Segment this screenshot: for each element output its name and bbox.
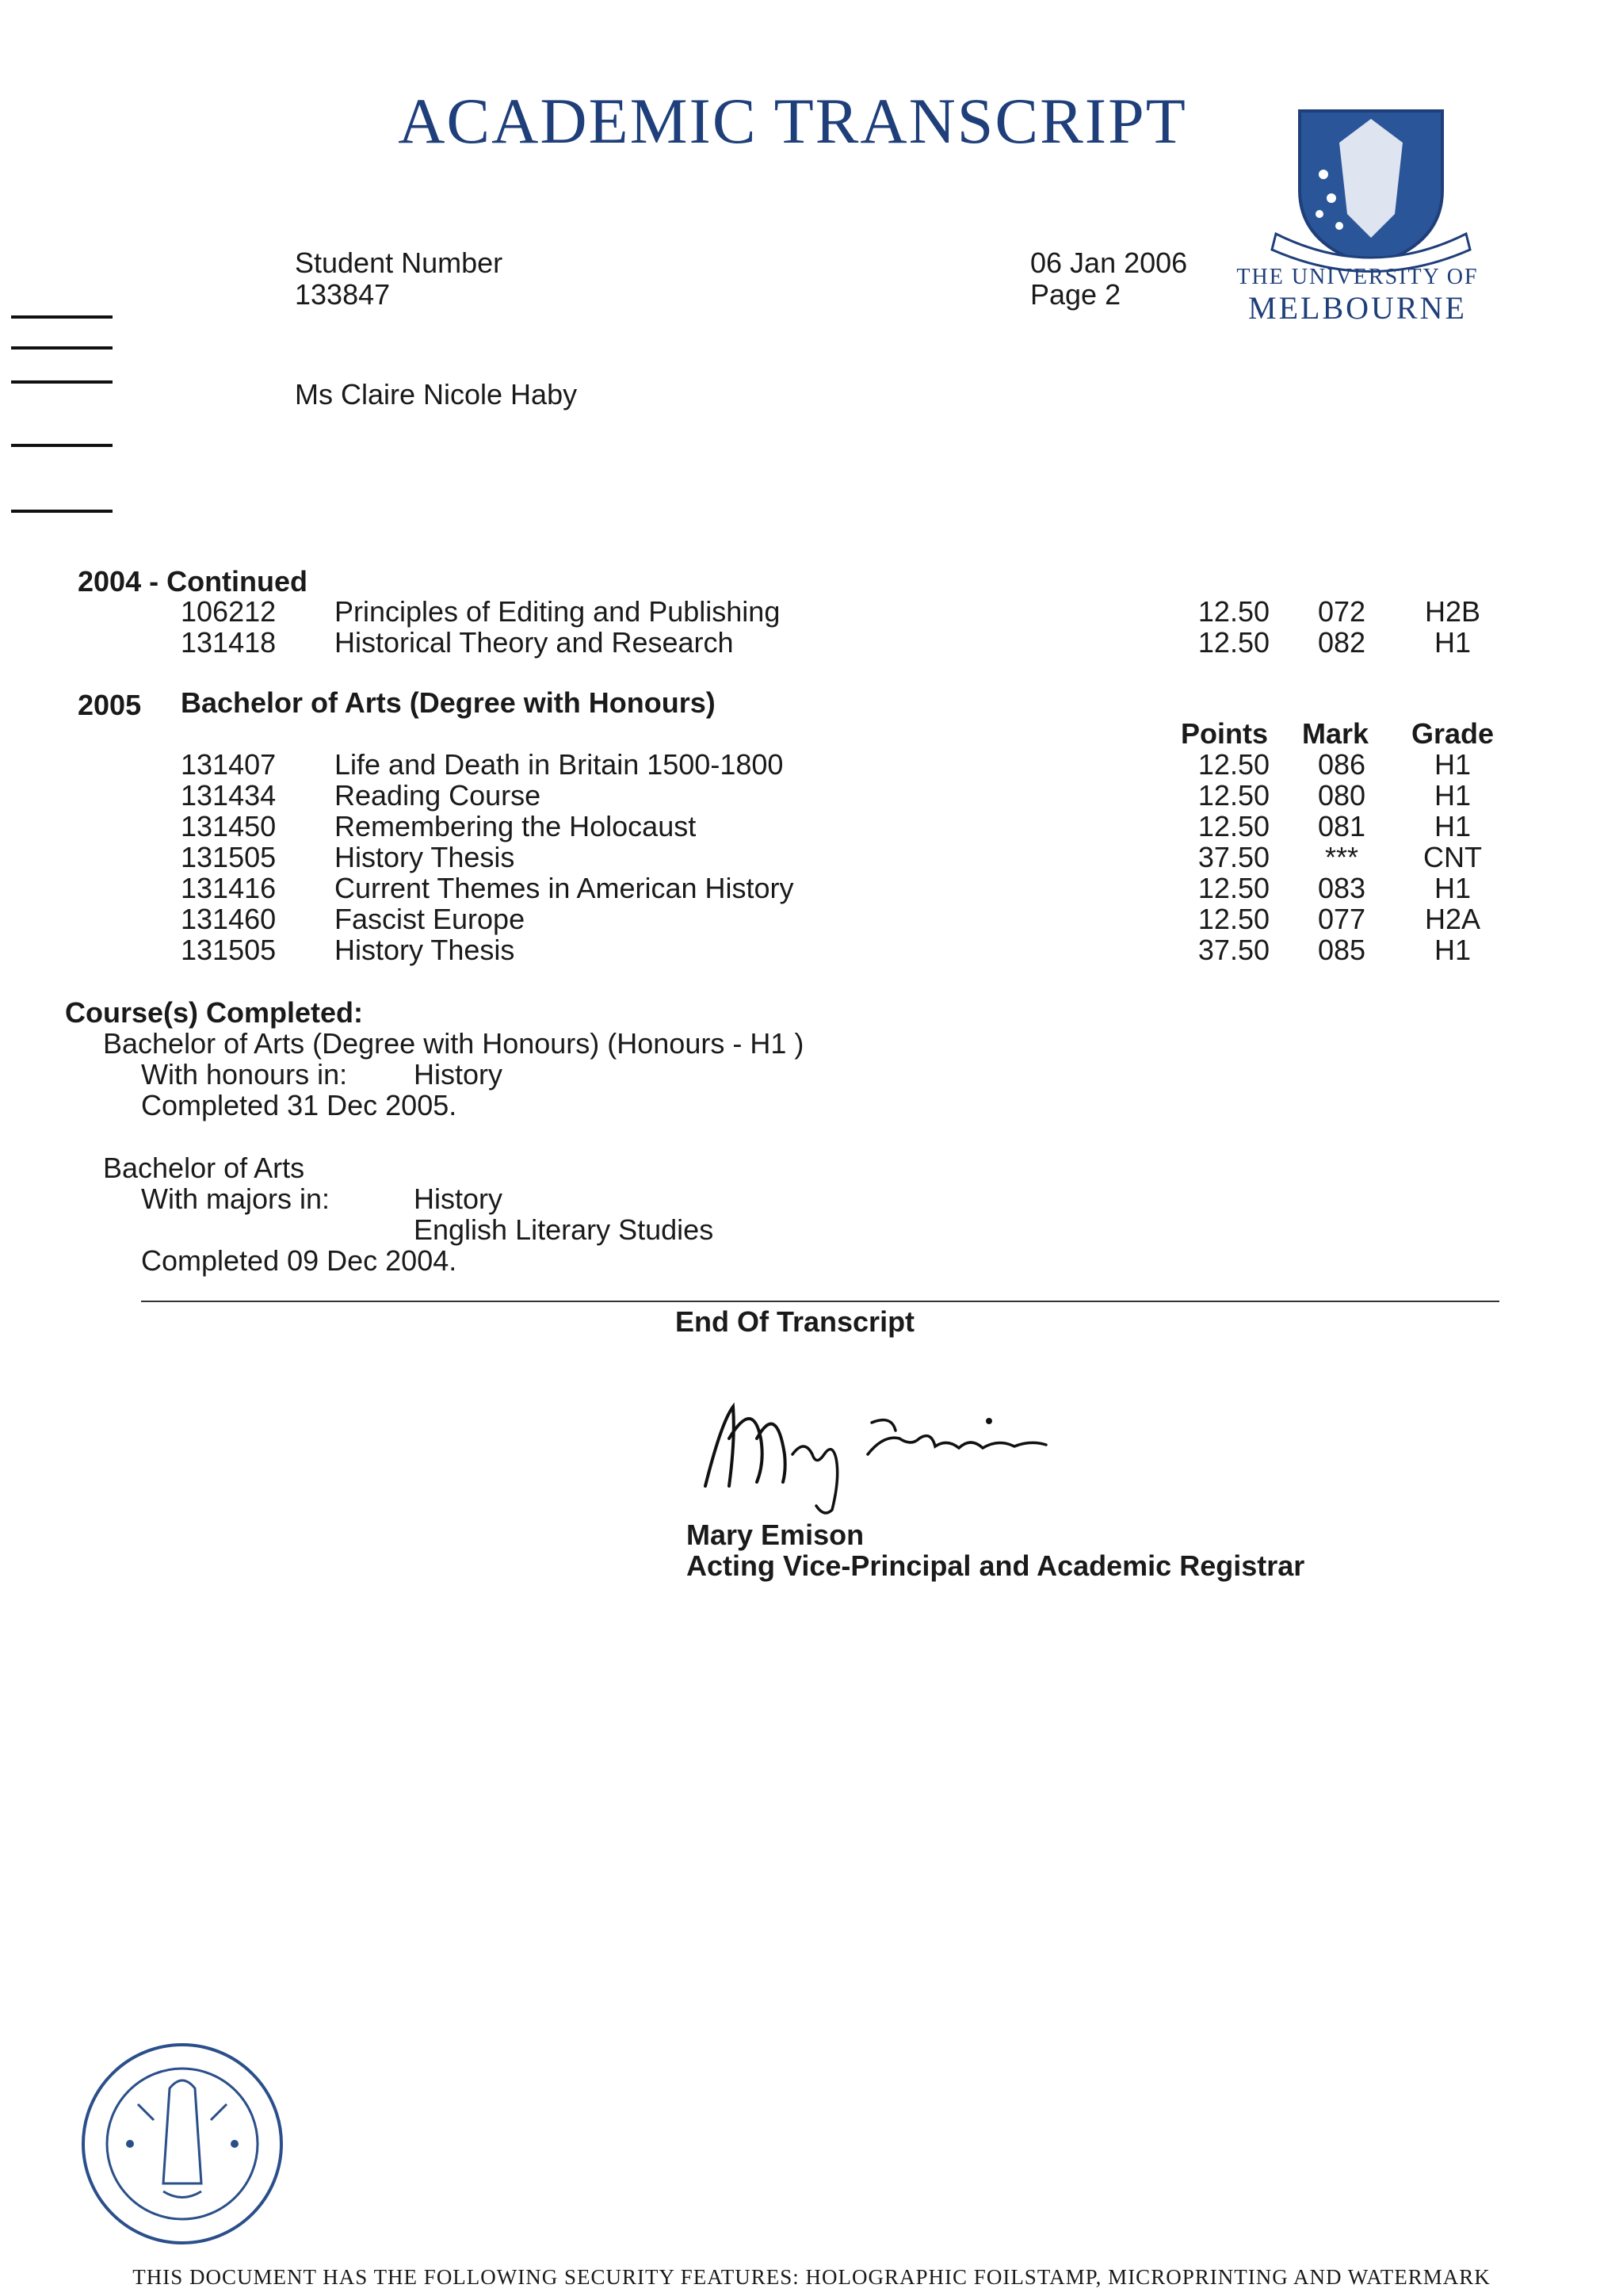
issue-date: 06 Jan 2006: [1030, 246, 1188, 279]
margin-rule: [11, 346, 113, 350]
major-1: History: [414, 1182, 503, 1215]
subject-points: 12.50: [1197, 903, 1270, 935]
honours-subject: History: [414, 1058, 503, 1091]
section-2005-year: 2005: [78, 689, 142, 721]
subject-points: 12.50: [1197, 626, 1270, 659]
subject-code: 131505: [181, 934, 277, 966]
subject-points: 12.50: [1197, 810, 1270, 842]
section-2004-heading: 2004 - Continued: [78, 565, 308, 598]
margin-rule: [11, 315, 113, 319]
honours-label: With honours in:: [141, 1058, 348, 1091]
subject-code: 131407: [181, 748, 277, 781]
major-2: English Literary Studies: [414, 1213, 714, 1246]
subject-points: 37.50: [1197, 934, 1270, 966]
subject-code: 131416: [181, 872, 277, 904]
subject-code: 131460: [181, 903, 277, 935]
subject-grade: H2A: [1424, 903, 1481, 935]
subject-grade: H1: [1434, 934, 1472, 966]
university-name-line1: THE UNIVERSITY OF: [1236, 265, 1479, 289]
completed-course-2: Bachelor of Arts: [103, 1152, 305, 1184]
column-header-points: Points: [1180, 717, 1268, 750]
subject-name: Principles of Editing and Publishing: [334, 595, 781, 628]
subject-name: Reading Course: [334, 779, 541, 812]
divider: [141, 1301, 1499, 1302]
subject-mark: ***: [1324, 841, 1359, 873]
subject-grade: H1: [1434, 872, 1472, 904]
document-title: ACADEMIC TRANSCRIPT: [398, 85, 1187, 157]
majors-label: With majors in:: [141, 1182, 330, 1215]
subject-code: 131505: [181, 841, 277, 873]
subject-mark: 081: [1317, 810, 1366, 842]
signatory-title: Acting Vice-Principal and Academic Registrar: [686, 1549, 1305, 1582]
completed-date-1: Completed 31 Dec 2005.: [141, 1089, 457, 1121]
margin-rule: [11, 510, 113, 513]
courses-completed-heading: Course(s) Completed:: [65, 996, 364, 1029]
university-crest-icon: [1244, 95, 1498, 277]
end-of-transcript: End Of Transcript: [675, 1305, 915, 1338]
subject-code: 131434: [181, 779, 277, 812]
security-features-note: THIS DOCUMENT HAS THE FOLLOWING SECURITY FEATURES: HOLOGRAPHIC FOILSTAMP, MICROPRINTING AND WATERMARK: [132, 2265, 1491, 2289]
subject-mark: 083: [1317, 872, 1366, 904]
student-name: Ms Claire Nicole Haby: [295, 378, 578, 411]
subject-mark: 072: [1317, 595, 1366, 628]
subject-name: Historical Theory and Research: [334, 626, 734, 659]
column-header-grade: Grade: [1411, 717, 1495, 750]
page-number: Page 2: [1030, 278, 1121, 311]
signature-image: [697, 1391, 1070, 1526]
subject-name: Remembering the Holocaust: [334, 810, 697, 842]
subject-code: 131418: [181, 626, 277, 659]
student-number-label: Student Number: [295, 246, 503, 279]
subject-name: Life and Death in Britain 1500-1800: [334, 748, 784, 781]
subject-grade: H1: [1434, 748, 1472, 781]
column-header-mark: Mark: [1301, 717, 1369, 750]
subject-points: 37.50: [1197, 841, 1270, 873]
subject-mark: 077: [1317, 903, 1366, 935]
subject-name: History Thesis: [334, 934, 515, 966]
subject-name: Fascist Europe: [334, 903, 525, 935]
subject-mark: 086: [1317, 748, 1366, 781]
subject-code: 106212: [181, 595, 277, 628]
subject-mark: 082: [1317, 626, 1366, 659]
completed-course-1: Bachelor of Arts (Degree with Honours) (Honours - H1 ): [103, 1027, 804, 1060]
margin-rule: [11, 444, 113, 447]
subject-mark: 085: [1317, 934, 1366, 966]
subject-name: History Thesis: [334, 841, 515, 873]
margin-rule: [11, 380, 113, 384]
subject-name: Current Themes in American History: [334, 872, 794, 904]
university-name-line2: MELBOURNE: [1248, 290, 1467, 326]
subject-points: 12.50: [1197, 779, 1270, 812]
student-number: 133847: [295, 278, 391, 311]
university-seal-icon: [74, 2025, 290, 2263]
signatory-name: Mary Emison: [686, 1519, 865, 1551]
section-2005-course: Bachelor of Arts (Degree with Honours): [181, 686, 716, 719]
subject-grade: H1: [1434, 626, 1472, 659]
subject-grade: H1: [1434, 779, 1472, 812]
subject-points: 12.50: [1197, 595, 1270, 628]
subject-grade: H2B: [1424, 595, 1481, 628]
completed-date-2: Completed 09 Dec 2004.: [141, 1244, 457, 1277]
subject-points: 12.50: [1197, 748, 1270, 781]
subject-grade: H1: [1434, 810, 1472, 842]
subject-grade: CNT: [1423, 841, 1482, 873]
subject-points: 12.50: [1197, 872, 1270, 904]
subject-code: 131450: [181, 810, 277, 842]
subject-mark: 080: [1317, 779, 1366, 812]
